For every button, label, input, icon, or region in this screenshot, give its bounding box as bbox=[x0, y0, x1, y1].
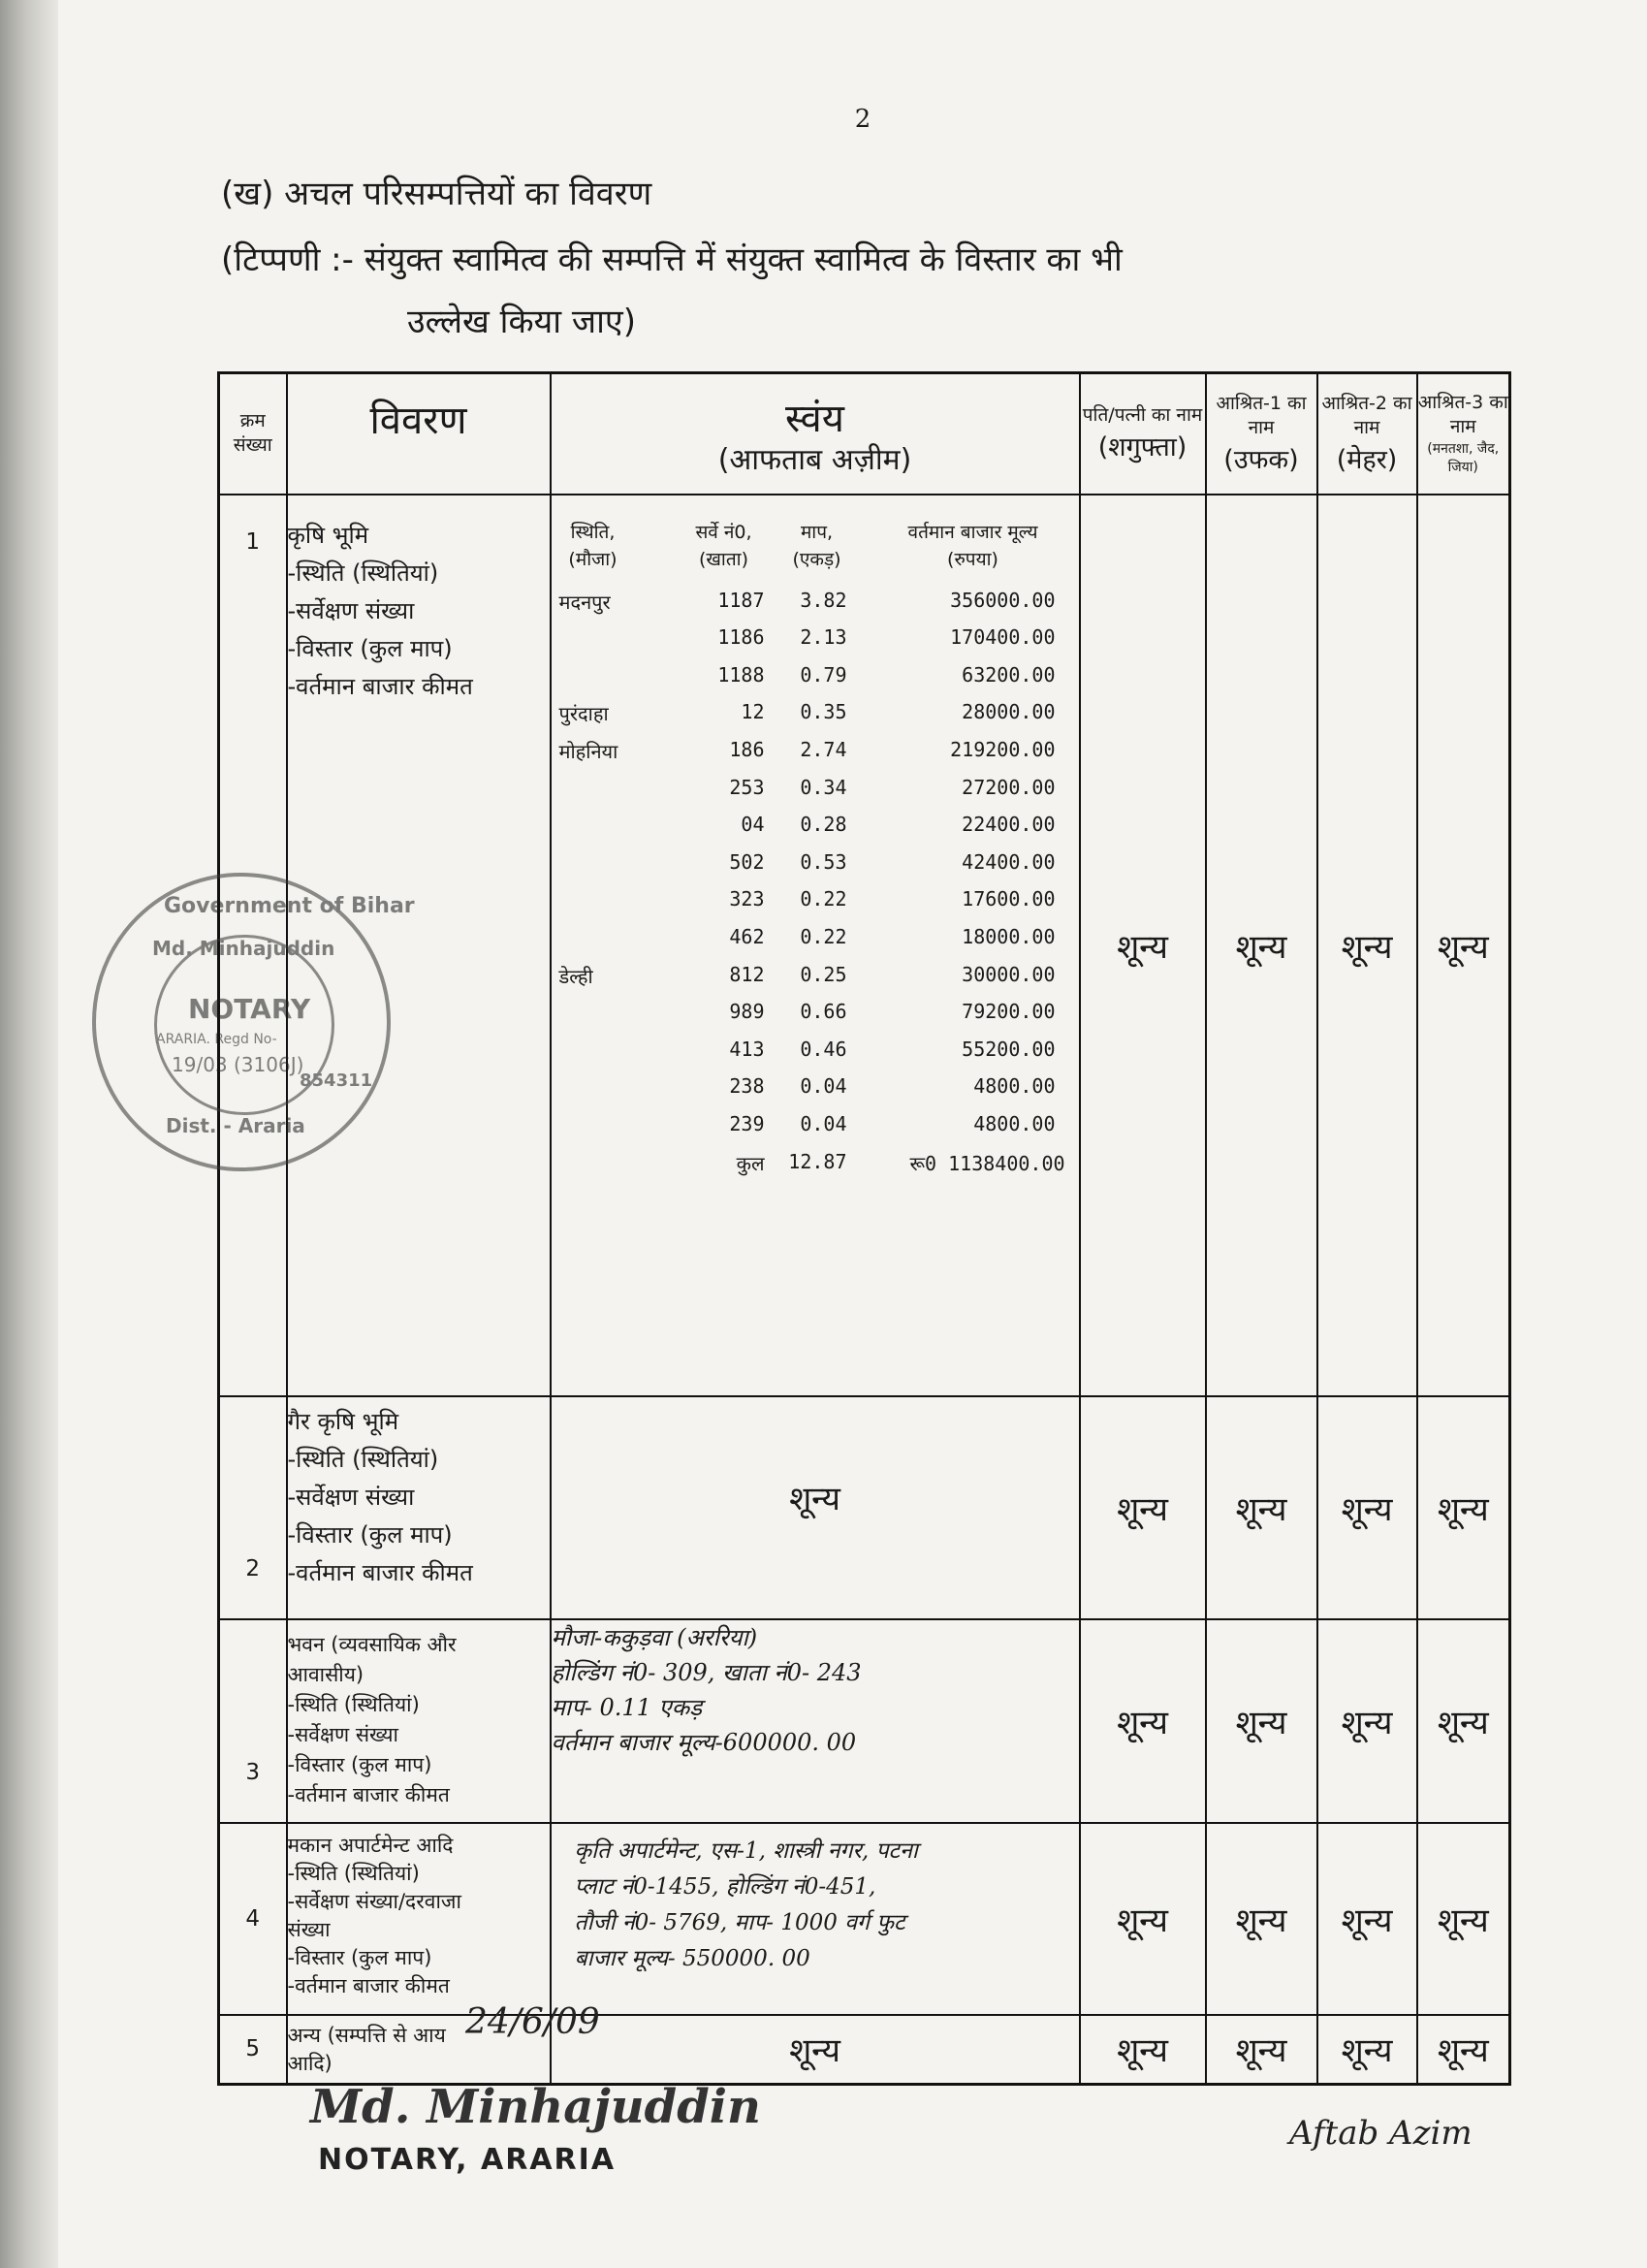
desc-line: संख्या bbox=[287, 1917, 331, 1941]
seal-reg-no: 19/03 (3106J) bbox=[172, 1053, 304, 1076]
land-cell-survey: 253 bbox=[729, 775, 765, 799]
row-desc bbox=[287, 1619, 551, 1823]
land-cell-survey: 502 bbox=[729, 849, 765, 874]
self-line: माप- 0.11 एकड़ bbox=[551, 1693, 703, 1721]
header-dep2-name: (मेहर) bbox=[1336, 444, 1398, 475]
land-row bbox=[552, 963, 1075, 1000]
land-cell-mulya: 79200.00 bbox=[962, 1000, 1056, 1024]
land-cell-survey: 04 bbox=[741, 813, 765, 837]
assets-table bbox=[217, 371, 1511, 2086]
land-cell-map: 2.13 bbox=[800, 625, 847, 650]
desc-line: -विस्तार (कुल माप) bbox=[287, 1752, 432, 1776]
land-cell-sthiti: डेल्ही bbox=[558, 964, 593, 988]
desc-line: -सर्वेक्षण संख्या bbox=[287, 1483, 415, 1511]
land-row bbox=[552, 1000, 1075, 1037]
row-spouse-value: शून्य bbox=[1080, 2015, 1206, 2085]
land-cell-mulya: 170400.00 bbox=[950, 625, 1056, 650]
land-row bbox=[552, 589, 1075, 625]
note-line-2: उल्लेख किया जाए) bbox=[407, 303, 636, 341]
land-cell-mulya: 4800.00 bbox=[973, 1111, 1056, 1135]
self-line: बाजार मूल्य- 550000. 00 bbox=[574, 1945, 810, 1971]
row-dep1-value: शून्य bbox=[1206, 1619, 1317, 1823]
row-sno: 4 bbox=[219, 1823, 287, 2015]
land-cell-survey: 1187 bbox=[717, 588, 765, 612]
land-cell-survey: 462 bbox=[729, 924, 765, 948]
land-header-map: माप, (एकड़) bbox=[792, 521, 841, 570]
desc-line: -विस्तार (कुल माप) bbox=[287, 1520, 453, 1549]
self-line: वर्तमान बाजार मूल्य-600000. 00 bbox=[551, 1728, 857, 1756]
land-cell-mulya: 219200.00 bbox=[950, 737, 1056, 761]
land-cell-map: 2.74 bbox=[800, 737, 847, 761]
table-row bbox=[219, 1619, 1510, 1823]
seal-pin: 854311 bbox=[300, 1070, 373, 1091]
header-dep2 bbox=[1317, 373, 1417, 495]
land-cell-mulya: 22400.00 bbox=[962, 813, 1056, 837]
land-cell-map: 0.04 bbox=[800, 1111, 847, 1135]
land-cell-mulya: 27200.00 bbox=[962, 775, 1056, 799]
header-dep2-label: आश्रित-2 का नाम bbox=[1321, 392, 1412, 438]
table-row bbox=[219, 1396, 1510, 1619]
row-dep1-value: शून्य bbox=[1206, 1823, 1317, 2015]
land-cell-mulya: 4800.00 bbox=[973, 1074, 1056, 1099]
land-cell-mulya: 28000.00 bbox=[962, 700, 1056, 724]
land-cell-sthiti: पुरंदाहा bbox=[558, 702, 609, 726]
notary-label: NOTARY, ARARIA bbox=[318, 2143, 617, 2177]
land-cell-map: 0.46 bbox=[800, 1037, 847, 1061]
header-dep1-name: (उफक) bbox=[1223, 444, 1299, 475]
header-dep3-label: आश्रित-3 का नाम bbox=[1417, 392, 1508, 438]
land-header-sthiti: स्थिति, (मौजा) bbox=[568, 521, 618, 570]
header-dep1-label: आश्रित-1 का नाम bbox=[1216, 392, 1307, 438]
land-cell-survey: 323 bbox=[729, 887, 765, 911]
land-cell-map: 0.04 bbox=[800, 1074, 847, 1099]
land-header-mulya: वर्तमान बाजार मूल्य (रुपया) bbox=[907, 521, 1038, 570]
land-row bbox=[552, 1150, 1075, 1187]
land-cell-mulya: 63200.00 bbox=[962, 662, 1056, 687]
self-line: प्लाट नं0-1455, होल्डिंग नं0-451, bbox=[574, 1873, 876, 1900]
land-cell-survey: 1188 bbox=[717, 662, 765, 687]
header-self-name: (आफताब अज़ीम) bbox=[717, 442, 912, 477]
land-cell-map: 0.53 bbox=[800, 849, 847, 874]
row-dep3-value: शून्य bbox=[1417, 1823, 1510, 2015]
self-line: होल्डिंग नं0- 309, खाता नं0- 243 bbox=[551, 1658, 862, 1686]
seal-name: Md. Minhajuddin bbox=[152, 937, 335, 960]
row-sno: 1 bbox=[219, 495, 287, 1396]
row-dep3-value: शून्य bbox=[1417, 1396, 1510, 1619]
land-cell-survey: 989 bbox=[729, 1000, 765, 1024]
desc-line: -वर्तमान बाजार कीमत bbox=[287, 1782, 450, 1806]
notary-seal bbox=[92, 873, 415, 1171]
declarant-signature: Aftab Azim bbox=[1289, 2114, 1473, 2153]
row-self-land bbox=[551, 495, 1080, 1396]
header-self-label: स्वंय bbox=[785, 396, 844, 441]
land-cell-map: 12.87 bbox=[788, 1149, 847, 1173]
land-subtable bbox=[552, 495, 1079, 1388]
land-cell-survey: 812 bbox=[729, 962, 765, 986]
seal-bottom-text: Dist. - Araria bbox=[166, 1114, 305, 1137]
row-sno: 3 bbox=[219, 1619, 287, 1823]
row-spouse-value: शून्य bbox=[1080, 1619, 1206, 1823]
land-row bbox=[552, 738, 1075, 775]
land-row bbox=[552, 625, 1075, 662]
header-spouse-name: (शगुफ्ता) bbox=[1097, 432, 1188, 463]
desc-line: -सर्वेक्षण संख्या bbox=[287, 596, 415, 624]
header-self bbox=[551, 373, 1080, 495]
header-row bbox=[219, 373, 1510, 495]
seal-place: ARARIA. Regd No- bbox=[156, 1032, 277, 1047]
land-cell-map: 0.66 bbox=[800, 1000, 847, 1024]
page-fold-shadow bbox=[0, 0, 58, 2268]
desc-line: -स्थिति (स्थितियां) bbox=[287, 1445, 439, 1473]
page-number: 2 bbox=[854, 105, 871, 134]
header-sno: क्रम संख्या bbox=[219, 373, 287, 495]
section-heading: (ख) अचल परिसम्पत्तियों का विवरण bbox=[221, 175, 652, 213]
table-row bbox=[219, 495, 1510, 1396]
row-self-value: शून्य bbox=[551, 2015, 1080, 2085]
row-dep1-value: शून्य bbox=[1206, 2015, 1317, 2085]
desc-line: -स्थिति (स्थितियां) bbox=[287, 559, 439, 587]
header-vivaran bbox=[287, 373, 551, 495]
land-cell-survey: 186 bbox=[729, 737, 765, 761]
desc-line: आवासीय) bbox=[287, 1662, 364, 1686]
row-dep1-value: शून्य bbox=[1206, 495, 1317, 1396]
desc-line: -सर्वेक्षण संख्या bbox=[287, 1722, 398, 1746]
desc-line: -वर्तमान बाजार कीमत bbox=[287, 1973, 450, 1997]
row-dep3-value: शून्य bbox=[1417, 2015, 1510, 2085]
land-cell-map: 0.28 bbox=[800, 813, 847, 837]
seal-title: NOTARY bbox=[188, 993, 311, 1025]
row-spouse-value: शून्य bbox=[1080, 495, 1206, 1396]
header-spouse bbox=[1080, 373, 1206, 495]
land-cell-map: 0.79 bbox=[800, 662, 847, 687]
self-line: तौजी नं0- 5769, माप- 1000 वर्ग फुट bbox=[574, 1909, 905, 1935]
land-cell-mulya: 356000.00 bbox=[950, 588, 1056, 612]
land-cell-sthiti: मोहनिया bbox=[558, 739, 618, 763]
row-dep2-value: शून्य bbox=[1317, 1619, 1417, 1823]
row-sno: 5 bbox=[219, 2015, 287, 2085]
desc-line: -वर्तमान बाजार कीमत bbox=[287, 672, 473, 700]
desc-line: अन्य (सम्पत्ति से आय bbox=[287, 2023, 446, 2047]
seal-top-text: Government of Bihar bbox=[164, 894, 415, 918]
land-row bbox=[552, 813, 1075, 849]
row-dep2-value: शून्य bbox=[1317, 495, 1417, 1396]
table-row bbox=[219, 2015, 1510, 2085]
row-dep2-value: शून्य bbox=[1317, 1823, 1417, 2015]
land-cell-map: 0.22 bbox=[800, 887, 847, 911]
desc-line: गैर कृषि भूमि bbox=[287, 1407, 399, 1435]
land-cell-survey: 238 bbox=[729, 1074, 765, 1099]
land-row bbox=[552, 776, 1075, 813]
land-cell-survey: 12 bbox=[741, 700, 765, 724]
land-row bbox=[552, 850, 1075, 887]
row-self-apartment bbox=[551, 1823, 1080, 2015]
land-row bbox=[552, 1112, 1075, 1149]
land-row bbox=[552, 887, 1075, 924]
desc-line: -विस्तार (कुल माप) bbox=[287, 634, 453, 662]
header-vivaran-label: विवरण bbox=[369, 399, 467, 443]
desc-line: आदि) bbox=[287, 2051, 333, 2075]
land-cell-map: 0.34 bbox=[800, 775, 847, 799]
row-dep2-value: शून्य bbox=[1317, 1396, 1417, 1619]
land-row bbox=[552, 700, 1075, 737]
header-dep3-name: (मनतशा, जैद, जिया) bbox=[1427, 441, 1500, 476]
row-spouse-value: शून्य bbox=[1080, 1823, 1206, 2015]
land-cell-mulya: 55200.00 bbox=[962, 1037, 1056, 1061]
row-desc bbox=[287, 1396, 551, 1619]
land-cell-map: 0.22 bbox=[800, 924, 847, 948]
land-row bbox=[552, 663, 1075, 700]
self-line: मौजा-ककुड़वा (अररिया) bbox=[551, 1623, 758, 1651]
header-dep1 bbox=[1206, 373, 1317, 495]
land-row bbox=[552, 1074, 1075, 1111]
land-row bbox=[552, 925, 1075, 962]
land-row bbox=[552, 1038, 1075, 1074]
land-cell-survey: 413 bbox=[729, 1037, 765, 1061]
row-sno: 2 bbox=[219, 1396, 287, 1619]
desc-line: -सर्वेक्षण संख्या/दरवाजा bbox=[287, 1889, 461, 1913]
land-cell-mulya: 17600.00 bbox=[962, 887, 1056, 911]
header-dep3 bbox=[1417, 373, 1510, 495]
row-desc bbox=[287, 1823, 551, 2015]
desc-line: -वर्तमान बाजार कीमत bbox=[287, 1558, 473, 1586]
row-dep2-value: शून्य bbox=[1317, 2015, 1417, 2085]
row-dep3-value: शून्य bbox=[1417, 1619, 1510, 1823]
land-cell-survey: कुल bbox=[736, 1151, 765, 1175]
land-cell-mulya: 18000.00 bbox=[962, 924, 1056, 948]
notary-signature: Md. Minhajuddin bbox=[310, 2080, 761, 2134]
land-cell-survey: 239 bbox=[729, 1111, 765, 1135]
row-self-building bbox=[551, 1619, 1080, 1823]
note-line-1: (टिप्पणी :- संयुक्त स्वामित्व की सम्पत्ति में संयुक्त स्वामित्व के विस्तार का भी bbox=[221, 240, 1123, 279]
land-cell-map: 0.35 bbox=[800, 700, 847, 724]
header-spouse-label: पति/पत्नी का नाम bbox=[1082, 404, 1203, 427]
signature-date: 24/6/09 bbox=[465, 2002, 600, 2042]
desc-line: भवन (व्यवसायिक और bbox=[287, 1632, 457, 1656]
desc-line: -विस्तार (कुल माप) bbox=[287, 1945, 432, 1969]
table-row bbox=[219, 1823, 1510, 2015]
row-dep3-value: शून्य bbox=[1417, 495, 1510, 1396]
land-cell-mulya: 30000.00 bbox=[962, 962, 1056, 986]
land-cell-map: 3.82 bbox=[800, 588, 847, 612]
self-line: कृति अपार्टमेन्ट, एस-1, शास्त्री नगर, पटना bbox=[574, 1837, 918, 1864]
desc-line: -स्थिति (स्थितियां) bbox=[287, 1861, 420, 1885]
land-cell-survey: 1186 bbox=[717, 625, 765, 650]
land-cell-mulya: 42400.00 bbox=[962, 849, 1056, 874]
land-header-survey: सर्वे नं0, (खाता) bbox=[695, 521, 752, 570]
desc-line: कृषि भूमि bbox=[287, 521, 369, 549]
desc-line: -स्थिति (स्थितियां) bbox=[287, 1692, 420, 1716]
desc-line: मकान अपार्टमेन्ट आदि bbox=[287, 1833, 454, 1857]
land-cell-mulya: रू0 1138400.00 bbox=[909, 1151, 1065, 1175]
land-cell-sthiti: मदनपुर bbox=[558, 590, 611, 614]
land-cell-map: 0.25 bbox=[800, 962, 847, 986]
row-self-value: शून्य bbox=[551, 1396, 1080, 1619]
row-dep1-value: शून्य bbox=[1206, 1396, 1317, 1619]
row-spouse-value: शून्य bbox=[1080, 1396, 1206, 1619]
